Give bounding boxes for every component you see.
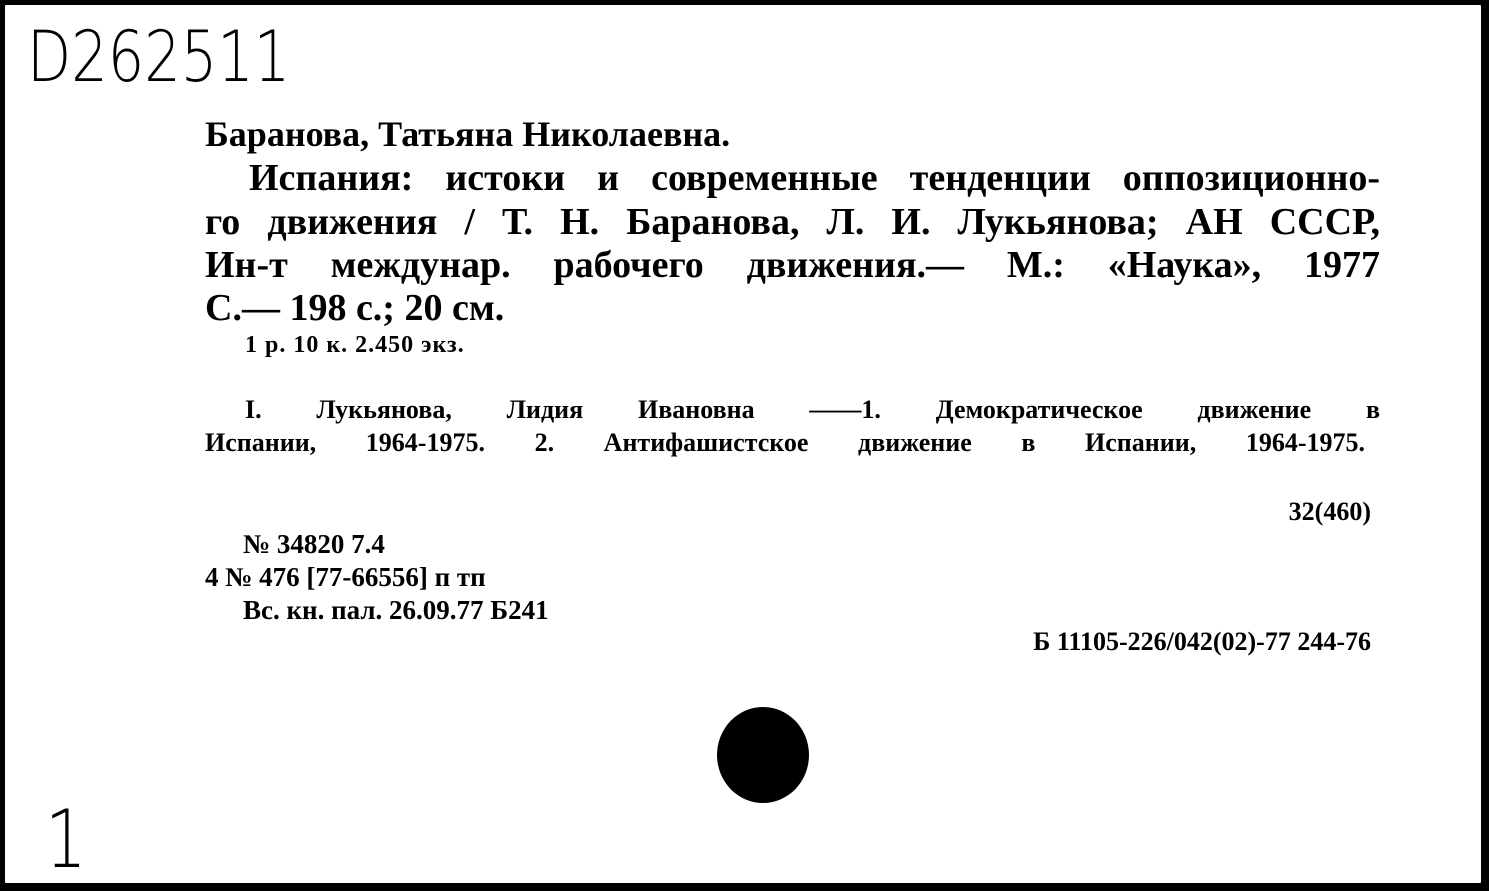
subjects-line-2: Испании, 1964-1975. 2. Антифашистское движение в Испании, 1964-1975. (205, 428, 1365, 457)
handwritten-id: D262511 (27, 16, 291, 98)
title-line-4: С.— 198 с.; 20 см. (205, 287, 505, 329)
subjects-line-1: I. Лукьянова, Лидия Ивановна ——1. Демократическое движение в (245, 395, 1380, 424)
record-line-1: № 34820 7.4 (243, 529, 385, 559)
record-line-2: 4 № 476 [77-66556] п тп (205, 562, 486, 592)
title-line-2: го движения / Т. Н. Баранова, Л. И. Лукьянова; АН СССР, (205, 201, 1380, 243)
catalog-card (3, 3, 1483, 885)
classification-code: 32(460) (1288, 497, 1371, 526)
author-heading: Баранова, Татьяна Николаевна. (205, 114, 731, 154)
price-line: 1 р. 10 к. 2.450 экз. (245, 332, 465, 358)
punch-hole (717, 707, 809, 803)
title-line-1: Испания: истоки и современные тенденции оппозиционно- (249, 157, 1380, 199)
record-line-3: Вс. кн. пал. 26.09.77 Б241 (243, 595, 549, 625)
bottom-code: Б 11105-226/042(02)-77 244-76 (1033, 627, 1371, 656)
handwritten-corner-number: 1 (45, 793, 87, 886)
title-line-3: Ин-т междунар. рабочего движения.— М.: «Наука», 1977 (205, 244, 1380, 286)
